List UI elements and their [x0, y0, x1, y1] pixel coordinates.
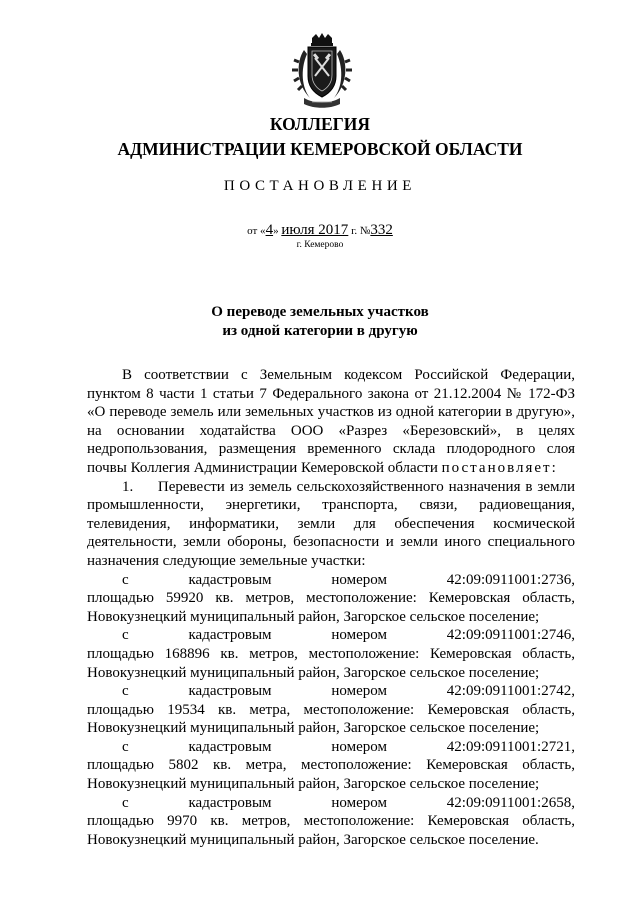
document-body — [87, 366, 575, 849]
cadastral-word: с — [122, 794, 129, 811]
plot-item — [87, 626, 575, 682]
cadastral-word: с — [122, 571, 129, 588]
cadastral-word: с — [122, 627, 129, 644]
plot-item — [87, 682, 575, 738]
coat-of-arms-icon — [290, 32, 354, 110]
number-prefix: № — [359, 225, 371, 237]
clause-1 — [87, 478, 575, 571]
cadastral-line — [87, 682, 575, 701]
cadastral-word: кадастровым — [188, 794, 272, 811]
date-day: 4 — [265, 222, 274, 238]
cadastral-number: 42:09:0911001:2721, — [446, 738, 575, 755]
clause-text: Перевести из земель сельскохозяйственного назначения в земли промышленности, энергетики, транспорта, связи, радиовещания, телевидения, информатики, земли для обеспечения космической деятельности, земли обороны, безопасности и земли иного специального назначения следующие земельные участки: — [87, 478, 576, 569]
subject-line1: О переводе земельных участков — [211, 304, 429, 320]
subject-line2: из одной категории в другую — [222, 323, 418, 339]
date-prefix: от « — [247, 225, 266, 237]
cadastral-word: с — [122, 738, 129, 755]
date-suffix: г. — [351, 225, 358, 237]
date-month-year: июля 2017 — [281, 222, 349, 238]
cadastral-number: 42:09:0911001:2736, — [446, 571, 575, 588]
cadastral-line — [87, 626, 575, 645]
document-subject — [0, 303, 640, 341]
cadastral-word: кадастровым — [188, 627, 272, 644]
plot-details: площадью 168896 кв. метров, местоположение: Кемеровская область, Новокузнецкий муниципальный район, Загорское сельское поселение; — [87, 645, 575, 681]
cadastral-word: номером — [331, 683, 387, 700]
plot-details: площадью 9970 кв. метров, местоположение: Кемеровская область, Новокузнецкий муниципальный район, Загорское сельское поселение. — [87, 813, 575, 848]
org-title-line1: КОЛЛЕГИЯ — [269, 114, 371, 134]
cadastral-word: с — [122, 683, 129, 700]
plot-details: площадью 19534 кв. метра, местоположение: Кемеровская область, Новокузнецкий муниципальный район, Загорское сельское поселение; — [87, 701, 575, 737]
cadastral-number: 42:09:0911001:2742, — [446, 683, 575, 700]
cadastral-word: кадастровым — [188, 683, 272, 700]
cadastral-word: номером — [331, 627, 387, 644]
clause-number: 1. — [122, 478, 134, 495]
preamble-text: В соответствии с Земельным кодексом Российской Федерации, пунктом 8 части 1 статьи 7 Федерального закона от 21.12.2004 № 172-ФЗ «О переводе земель или земельных участков из одной категории в другую», на основании ходатайства ООО «Разрез «Березовский», в целях недропользования, размещения временного склада плодородного слоя почвы Коллегия Администрации Кемеровской области — [87, 367, 575, 476]
plot-details: площадью 5802 кв. метра, местоположение: Кемеровская область, Новокузнецкий муниципальный район, Загорское сельское поселение; — [87, 757, 575, 793]
plot-details: площадью 59920 кв. метров, местоположение: Кемеровская область, Новокузнецкий муниципальный район, Загорское сельское поселение; — [87, 590, 575, 625]
plot-list — [87, 571, 575, 850]
cadastral-number: 42:09:0911001:2746, — [446, 627, 575, 644]
cadastral-line — [87, 738, 575, 757]
cadastral-word: номером — [331, 794, 387, 811]
cadastral-word: кадастровым — [188, 571, 272, 588]
date-number-line — [0, 222, 640, 239]
cadastral-number: 42:09:0911001:2658, — [446, 794, 575, 811]
cadastral-line — [87, 571, 575, 590]
document-type: ПОСТАНОВЛЕНИЕ — [223, 178, 417, 194]
document-number: 332 — [370, 222, 393, 238]
plot-item — [87, 571, 575, 627]
preamble-paragraph — [87, 366, 575, 478]
plot-item — [87, 738, 575, 794]
decree-word: постановляет: — [441, 459, 558, 476]
cadastral-line — [87, 794, 575, 813]
org-title-line2: АДМИНИСТРАЦИИ КЕМЕРОВСКОЙ ОБЛАСТИ — [117, 139, 523, 159]
cadastral-word: номером — [331, 738, 387, 755]
date-separator: » — [273, 225, 279, 237]
plot-item — [87, 794, 575, 850]
city: г. Кемерово — [296, 240, 344, 250]
cadastral-word: кадастровым — [188, 738, 272, 755]
cadastral-word: номером — [331, 571, 387, 588]
